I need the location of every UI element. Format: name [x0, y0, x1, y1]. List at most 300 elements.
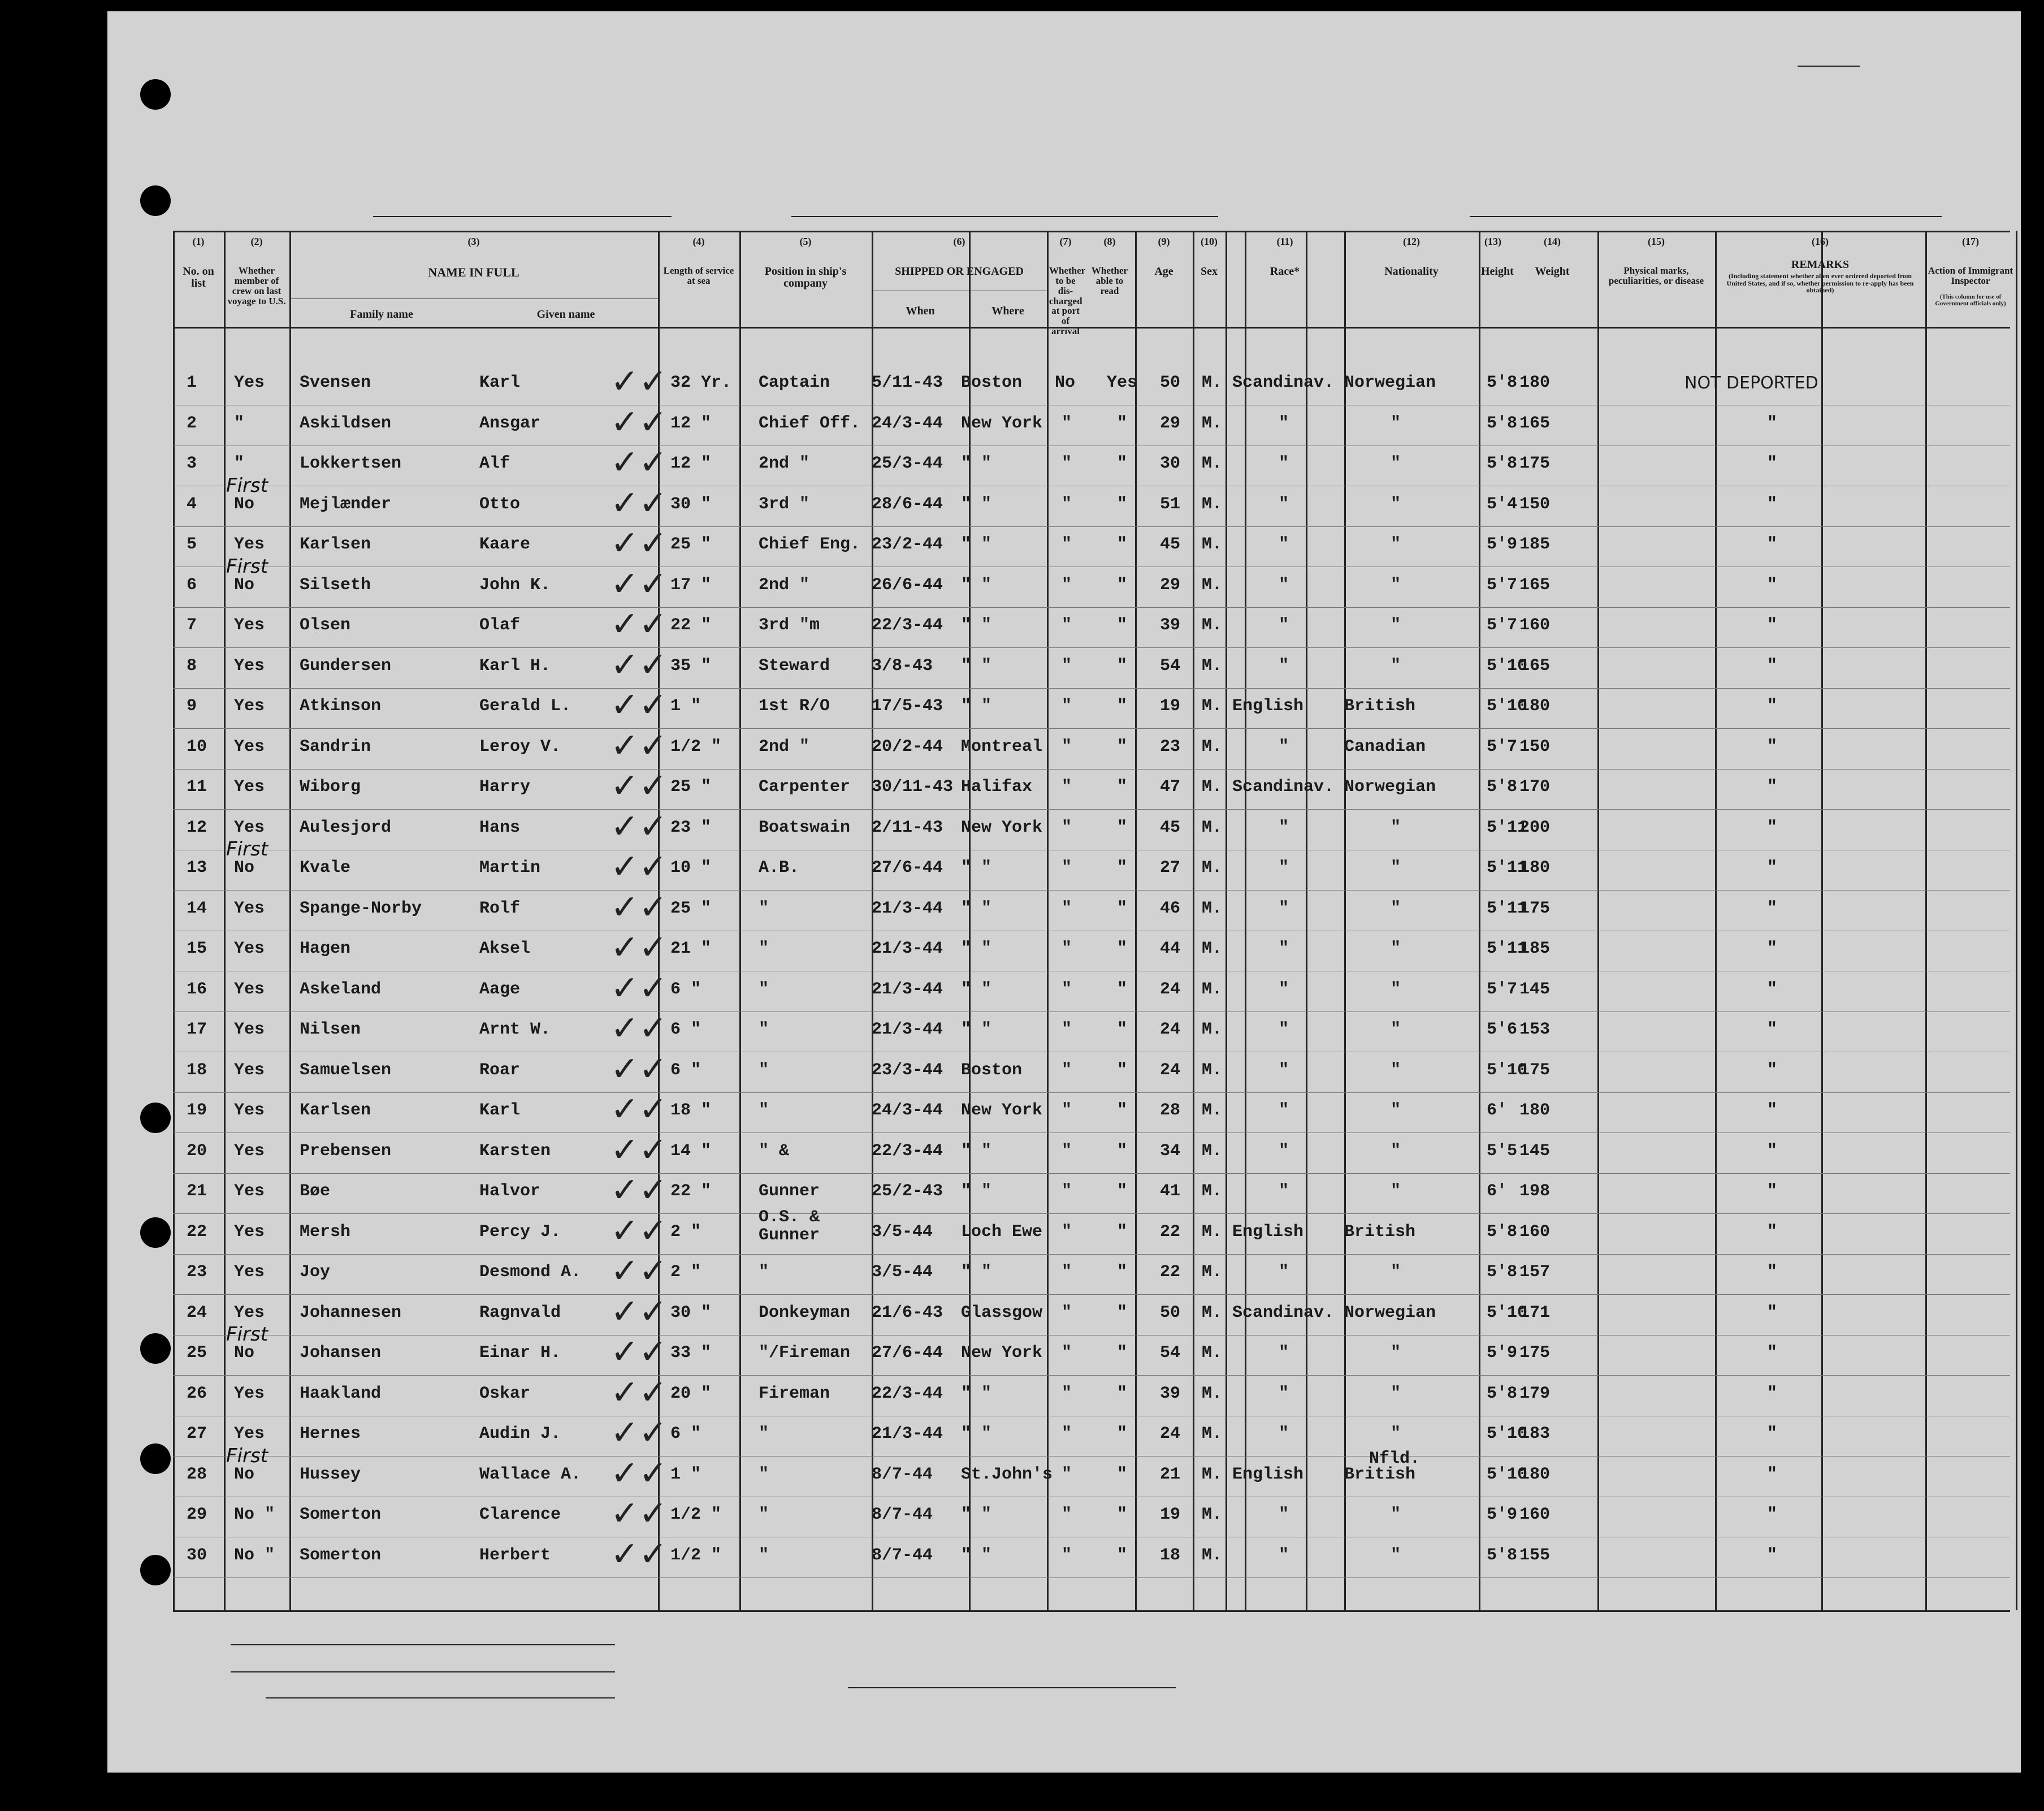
age: 29 — [1160, 575, 1181, 595]
weight: 155 — [1519, 1545, 1551, 1565]
race: " — [1279, 1263, 1289, 1282]
shipped-when: 8/7-44 — [872, 1505, 933, 1524]
sex: M. — [1202, 979, 1223, 999]
remarks: " — [1767, 898, 1778, 918]
length-of-service: 2 " — [670, 1263, 701, 1282]
nationality: " — [1391, 413, 1401, 433]
position: 3rd " — [759, 494, 810, 514]
verification-tick: ✓✓ — [610, 524, 668, 563]
verification-tick: ✓✓ — [610, 1332, 668, 1372]
shipped-where: St.John's — [961, 1464, 1053, 1484]
age: 19 — [1160, 1505, 1181, 1524]
row-rule — [173, 1254, 2010, 1255]
position: " — [759, 1545, 769, 1565]
able-to-read: " — [1117, 1020, 1128, 1039]
verification-tick: ✓✓ — [610, 1170, 668, 1210]
shipped-when: 5/11-43 — [872, 373, 943, 392]
height: 5'7 — [1487, 575, 1518, 595]
given-name: Halvor — [479, 1182, 541, 1201]
column-number-c7: (7) — [1059, 236, 1072, 247]
row-rule — [173, 526, 2010, 527]
verification-tick: ✓✓ — [610, 402, 668, 442]
shipped-where-header: Where — [991, 305, 1024, 317]
row-number: 13 — [187, 858, 207, 878]
remarks: NOT DEPORTED — [1684, 373, 1818, 393]
family-name: Mejlænder — [300, 494, 392, 514]
column-header-c9: Age — [1154, 265, 1173, 278]
remarks: " — [1767, 1303, 1778, 1322]
family-name: Svensen — [300, 373, 371, 392]
shipped-when: 27/6-44 — [872, 858, 943, 878]
discharged-at-port: " — [1062, 575, 1072, 595]
column-number-c15: (15) — [1648, 236, 1665, 247]
remarks: " — [1767, 737, 1778, 757]
row-number: 5 — [187, 535, 197, 554]
remarks: " — [1767, 939, 1778, 958]
discharged-at-port: " — [1062, 777, 1072, 797]
able-to-read: " — [1117, 1060, 1128, 1080]
position: Chief Off. — [759, 413, 861, 433]
race: " — [1279, 1424, 1289, 1443]
verification-tick: ✓✓ — [610, 1049, 668, 1089]
crew-last-voyage: Yes — [234, 1384, 265, 1403]
weight: 160 — [1519, 1222, 1551, 1242]
remarks: " — [1767, 1020, 1778, 1039]
shipped-when: 20/2-44 — [872, 737, 943, 757]
age: 29 — [1160, 413, 1181, 433]
race: " — [1279, 413, 1289, 433]
discharged-at-port: " — [1062, 1222, 1072, 1242]
column-header-c4: Length of service at sea — [663, 265, 734, 286]
able-to-read: " — [1117, 1263, 1128, 1282]
row-number: 20 — [187, 1141, 207, 1161]
remarks: " — [1767, 697, 1778, 716]
race: " — [1279, 454, 1289, 473]
sex: M. — [1202, 656, 1223, 676]
column-header-c2: Whether member of crew on last voyage to U.S. — [227, 265, 286, 306]
weight: 175 — [1519, 1343, 1551, 1363]
length-of-service: 33 " — [670, 1343, 712, 1363]
age: 27 — [1160, 858, 1181, 878]
length-of-service: 22 " — [670, 1182, 712, 1201]
row-rule — [173, 1173, 2010, 1174]
race: " — [1279, 1101, 1289, 1120]
nationality: " — [1391, 454, 1401, 473]
row-rule — [173, 607, 2010, 608]
able-to-read: Yes — [1107, 373, 1138, 392]
position: 2nd " — [759, 454, 810, 473]
weight: 165 — [1519, 575, 1551, 595]
age: 46 — [1160, 898, 1181, 918]
sex: M. — [1202, 1060, 1223, 1080]
crew-last-voyage: Yes — [234, 1263, 265, 1282]
weight: 185 — [1519, 535, 1551, 554]
race: " — [1279, 616, 1289, 635]
family-name: Gundersen — [300, 656, 392, 676]
column-number-c9: (9) — [1158, 236, 1170, 247]
sex: M. — [1202, 373, 1223, 392]
row-number: 28 — [187, 1464, 207, 1484]
table-bottom-rule — [173, 1610, 2010, 1612]
given-name: Martin — [479, 858, 541, 878]
race: " — [1279, 494, 1289, 514]
family-name: Olsen — [300, 616, 351, 635]
remarks: " — [1767, 1182, 1778, 1201]
position: " — [759, 1101, 769, 1120]
sex: M. — [1202, 1303, 1223, 1322]
column-rule — [1135, 231, 1137, 1610]
length-of-service: 22 " — [670, 616, 712, 635]
discharged-at-port: " — [1062, 737, 1072, 757]
column-number-c11: (11) — [1276, 236, 1293, 247]
length-of-service: 1 " — [670, 1464, 701, 1484]
family-name: Hernes — [300, 1424, 361, 1443]
row-number: 18 — [187, 1060, 207, 1080]
position: Boatswain — [759, 818, 851, 837]
remarks: " — [1767, 454, 1778, 473]
sex: M. — [1202, 1222, 1223, 1242]
shipped-when: 25/3-44 — [872, 454, 943, 473]
shipped-when: 8/7-44 — [872, 1545, 933, 1565]
given-name: John K. — [479, 575, 551, 595]
age: 41 — [1160, 1182, 1181, 1201]
able-to-read: " — [1117, 535, 1128, 554]
shipped-when: 25/2-43 — [872, 1182, 943, 1201]
shipped-when: 23/3-44 — [872, 1060, 943, 1080]
age: 39 — [1160, 1384, 1181, 1403]
weight: 179 — [1519, 1384, 1551, 1403]
weight: 145 — [1519, 979, 1551, 999]
position: Chief Eng. — [759, 535, 861, 554]
age: 24 — [1160, 1424, 1181, 1443]
column-number-c10: (10) — [1201, 236, 1218, 247]
verification-tick: ✓✓ — [610, 1211, 668, 1251]
remarks: " — [1767, 777, 1778, 797]
able-to-read: " — [1117, 1141, 1128, 1161]
verification-tick: ✓✓ — [610, 1494, 668, 1533]
crew-last-voyage: No " — [234, 1545, 275, 1565]
sex: M. — [1202, 818, 1223, 837]
age: 28 — [1160, 1101, 1181, 1120]
race: " — [1279, 1343, 1289, 1363]
weight: 183 — [1519, 1424, 1551, 1443]
race: " — [1279, 939, 1289, 958]
discharged-at-port: " — [1062, 535, 1072, 554]
nationality: " — [1391, 1141, 1401, 1161]
shipped-when: 23/2-44 — [872, 535, 943, 554]
crew-last-voyage: " — [234, 413, 245, 433]
height: 5'10 — [1487, 1060, 1528, 1080]
column-rule — [1047, 231, 1049, 1610]
shipped-where: " " — [961, 1505, 992, 1524]
row-number: 11 — [187, 777, 207, 797]
crew-last-voyage: Yes — [234, 979, 265, 999]
row-number: 14 — [187, 898, 207, 918]
discharged-at-port: " — [1062, 939, 1072, 958]
height: 5'9 — [1487, 535, 1518, 554]
age: 22 — [1160, 1263, 1181, 1282]
family-name: Haakland — [300, 1384, 382, 1403]
sex: M. — [1202, 1343, 1223, 1363]
family-name: Joy — [300, 1263, 331, 1282]
shipped-where: " " — [961, 858, 992, 878]
row-number: 2 — [187, 413, 197, 433]
position: Carpenter — [759, 777, 851, 797]
length-of-service: 17 " — [670, 575, 712, 595]
shipped-where: Loch Ewe — [961, 1222, 1043, 1242]
family-name: Askeland — [300, 979, 382, 999]
remarks: " — [1767, 1424, 1778, 1443]
crew-last-voyage: Yes — [234, 1303, 265, 1322]
position: " — [759, 979, 769, 999]
row-number: 1 — [187, 373, 197, 392]
crew-last-voyage: No — [234, 1343, 255, 1363]
race: " — [1279, 979, 1289, 999]
row-number: 9 — [187, 697, 197, 716]
verification-tick: ✓✓ — [610, 1291, 668, 1332]
remarks: " — [1767, 818, 1778, 837]
height: 5'11 — [1487, 818, 1528, 837]
sex: M. — [1202, 777, 1223, 797]
height: 5'8 — [1487, 777, 1518, 797]
able-to-read: " — [1117, 1384, 1128, 1403]
discharged-at-port: " — [1062, 697, 1072, 716]
verification-tick: ✓✓ — [610, 645, 668, 685]
race: " — [1279, 575, 1289, 595]
sex: M. — [1202, 898, 1223, 918]
age: 45 — [1160, 818, 1181, 837]
sex: M. — [1202, 939, 1223, 958]
first-voyage-note: First — [226, 1323, 269, 1346]
shipped-when: 3/5-44 — [872, 1222, 933, 1242]
discharged-at-port: " — [1062, 979, 1072, 999]
height: 5'11 — [1487, 858, 1528, 878]
crew-last-voyage: Yes — [234, 697, 265, 716]
row-number: 23 — [187, 1263, 207, 1282]
discharged-at-port: " — [1062, 1343, 1072, 1363]
column-rule — [224, 231, 226, 1610]
family-name: Atkinson — [300, 697, 382, 716]
discharged-at-port: " — [1062, 858, 1072, 878]
age: 34 — [1160, 1141, 1181, 1161]
able-to-read: " — [1117, 1343, 1128, 1363]
row-number: 21 — [187, 1182, 207, 1201]
verification-tick: ✓✓ — [610, 968, 668, 1008]
position-continued: Gunner — [759, 1225, 820, 1245]
column-rule — [969, 231, 971, 1610]
nationality: " — [1391, 575, 1401, 595]
given-name: Otto — [479, 494, 521, 514]
remarks: " — [1767, 858, 1778, 878]
verification-tick: ✓✓ — [610, 1009, 668, 1048]
crew-last-voyage: Yes — [234, 818, 265, 837]
remarks: " — [1767, 1060, 1778, 1080]
height: 5'9 — [1487, 1343, 1518, 1363]
able-to-read: " — [1117, 1545, 1128, 1565]
position: " — [759, 939, 769, 958]
able-to-read: " — [1117, 979, 1128, 999]
family-name-header: Family name — [350, 308, 413, 321]
column-number-c16: (16) — [1812, 236, 1829, 247]
height: 5'7 — [1487, 979, 1518, 999]
age: 24 — [1160, 979, 1181, 999]
position: "/Fireman — [759, 1343, 851, 1363]
remarks: " — [1767, 1101, 1778, 1120]
row-number: 22 — [187, 1222, 207, 1242]
race: " — [1279, 1182, 1289, 1201]
sex: M. — [1202, 616, 1223, 635]
sex: M. — [1202, 858, 1223, 878]
height: 5'7 — [1487, 737, 1518, 757]
crew-last-voyage: Yes — [234, 656, 265, 676]
first-voyage-note: First — [226, 1444, 269, 1467]
shipped-where: Montreal — [961, 737, 1043, 757]
length-of-service: 14 " — [670, 1141, 712, 1161]
shipped-where: " " — [961, 1384, 992, 1403]
verification-tick: ✓✓ — [610, 887, 668, 927]
family-name: Kvale — [300, 858, 351, 878]
discharged-at-port: " — [1062, 1545, 1072, 1565]
family-name: Wiborg — [300, 777, 361, 797]
given-name-header: Given name — [536, 308, 595, 321]
remarks: " — [1767, 535, 1778, 554]
crew-last-voyage: No — [234, 858, 255, 878]
row-number: 15 — [187, 939, 207, 958]
row-number: 16 — [187, 979, 207, 999]
first-voyage-note: First — [226, 838, 269, 861]
discharged-at-port: " — [1062, 818, 1072, 837]
discharged-at-port: " — [1062, 1384, 1072, 1403]
crew-last-voyage: No — [234, 1464, 255, 1484]
position: Steward — [759, 656, 830, 676]
nationality: " — [1391, 818, 1401, 837]
column-header-c15: Physical marks, peculiarities, or disease — [1608, 265, 1704, 286]
weight: 180 — [1519, 1464, 1551, 1484]
verification-tick: ✓✓ — [610, 806, 668, 846]
able-to-read: " — [1117, 1464, 1128, 1484]
column-rule — [1715, 231, 1717, 1610]
column-rule — [1344, 231, 1346, 1610]
column-rule — [1306, 231, 1307, 1610]
given-name: Roar — [479, 1060, 521, 1080]
weight: 171 — [1519, 1303, 1551, 1322]
weight: 165 — [1519, 413, 1551, 433]
able-to-read: " — [1117, 777, 1128, 797]
nationality: " — [1391, 1424, 1401, 1443]
position: 2nd " — [759, 575, 810, 595]
family-name: Sandrin — [300, 737, 371, 757]
shipped-when: 21/3-44 — [872, 939, 943, 958]
column-number-c14: (14) — [1544, 236, 1561, 247]
position: Donkeyman — [759, 1303, 851, 1322]
column-header-c14: Weight — [1535, 265, 1570, 278]
shipped-where: " " — [961, 1020, 992, 1039]
age: 23 — [1160, 737, 1181, 757]
able-to-read: " — [1117, 939, 1128, 958]
able-to-read: " — [1117, 494, 1128, 514]
weight: 180 — [1519, 858, 1551, 878]
discharged-at-port: " — [1062, 616, 1072, 635]
age: 50 — [1160, 373, 1181, 392]
length-of-service: 2 " — [670, 1222, 701, 1242]
length-of-service: 30 " — [670, 494, 712, 514]
shipped-where: " " — [961, 575, 992, 595]
able-to-read: " — [1117, 898, 1128, 918]
remarks: " — [1767, 1505, 1778, 1524]
row-number: 8 — [187, 656, 197, 676]
able-to-read: " — [1117, 737, 1128, 757]
remarks: " — [1767, 1384, 1778, 1403]
able-to-read: " — [1117, 1222, 1128, 1242]
race: Scandinav. — [1232, 373, 1335, 392]
family-name: Spange-Norby — [300, 898, 422, 918]
row-rule — [173, 647, 2010, 648]
shipped-where: Boston — [961, 1060, 1023, 1080]
age: 21 — [1160, 1464, 1181, 1484]
race: English — [1232, 1222, 1304, 1242]
row-rule — [173, 1577, 2010, 1578]
row-number: 27 — [187, 1424, 207, 1443]
verification-tick: ✓✓ — [610, 604, 668, 644]
family-name: Nilsen — [300, 1020, 361, 1039]
length-of-service: 12 " — [670, 454, 712, 473]
discharged-at-port: " — [1062, 1182, 1072, 1201]
discharged-at-port: " — [1062, 1101, 1072, 1120]
column-header-c10: Sex — [1201, 265, 1218, 278]
row-number: 7 — [187, 616, 197, 635]
column-number-c13: (13) — [1484, 236, 1501, 247]
nationality: British — [1344, 1464, 1416, 1484]
shipped-when: 27/6-44 — [872, 1343, 943, 1363]
height: 5'8 — [1487, 1263, 1518, 1282]
crew-last-voyage: No " — [234, 1505, 275, 1524]
row-number: 6 — [187, 575, 197, 595]
height: 6' — [1487, 1101, 1508, 1120]
sex: M. — [1202, 1545, 1223, 1565]
row-rule — [173, 728, 2010, 729]
first-voyage-note: First — [226, 474, 269, 497]
shipped-when: 28/6-44 — [872, 494, 943, 514]
shipped-where: " " — [961, 1263, 992, 1282]
nationality: British — [1344, 1222, 1416, 1242]
given-name: Olaf — [479, 616, 521, 635]
length-of-service: 1/2 " — [670, 737, 722, 757]
sex: M. — [1202, 1263, 1223, 1282]
height: 5'11 — [1487, 939, 1528, 958]
height: 5'11 — [1487, 898, 1528, 918]
verification-tick: ✓✓ — [610, 685, 668, 725]
length-of-service: 25 " — [670, 898, 712, 918]
remarks: " — [1767, 1464, 1778, 1484]
weight: 175 — [1519, 898, 1551, 918]
nationality: " — [1391, 494, 1401, 514]
shipped-when: 21/3-44 — [872, 1020, 943, 1039]
discharged-at-port: " — [1062, 494, 1072, 514]
discharged-at-port: " — [1062, 1141, 1072, 1161]
header-bottom-rule — [173, 327, 2010, 329]
length-of-service: 6 " — [670, 1020, 701, 1039]
discharged-at-port: " — [1062, 1424, 1072, 1443]
name-in-full-header: NAME IN FULL — [428, 265, 519, 279]
column-header-c7: Whether to be dis-charged at port of arrival — [1049, 265, 1086, 337]
family-name: Johannesen — [300, 1303, 402, 1322]
column-header-c1: No. on list — [183, 265, 214, 289]
able-to-read: " — [1117, 1182, 1128, 1201]
discharged-at-port: " — [1062, 413, 1072, 433]
remarks: " — [1767, 1222, 1778, 1242]
verification-tick: ✓✓ — [610, 443, 668, 482]
row-number: 3 — [187, 454, 197, 473]
